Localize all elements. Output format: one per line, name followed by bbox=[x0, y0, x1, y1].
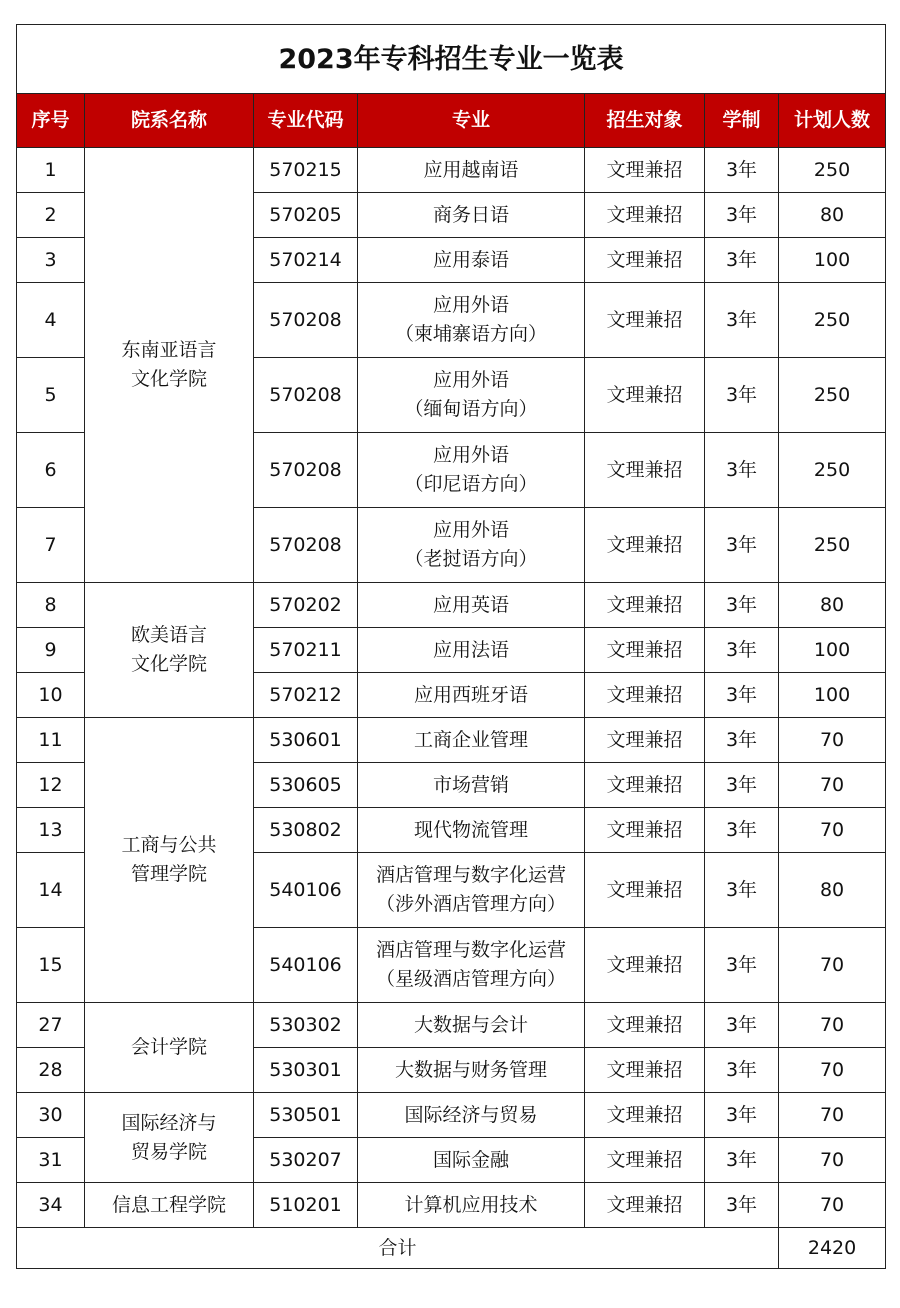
major-name-line: （柬埔寨语方向） bbox=[394, 323, 547, 345]
cell-code: 540106 bbox=[254, 928, 358, 1003]
cell-code: 530601 bbox=[254, 718, 358, 763]
cell-years: 3年 bbox=[705, 763, 779, 808]
major-name-line: 大数据与会计 bbox=[413, 1013, 528, 1036]
cell-department bbox=[85, 1003, 254, 1093]
major-name-line: （星级酒店管理方向） bbox=[375, 968, 566, 990]
cell-major bbox=[358, 628, 585, 673]
cell-code: 510201 bbox=[254, 1183, 358, 1228]
cell-no: 12 bbox=[17, 763, 85, 808]
major-name-line: 工商企业管理 bbox=[413, 728, 528, 751]
cell-years: 3年 bbox=[705, 1183, 779, 1228]
cell-years: 3年 bbox=[705, 1093, 779, 1138]
cell-years: 3年 bbox=[705, 583, 779, 628]
cell-target: 文理兼招 bbox=[585, 583, 705, 628]
cell-major bbox=[358, 1048, 585, 1093]
major-name-line: 现代物流管理 bbox=[413, 818, 528, 841]
major-name-line: 应用法语 bbox=[432, 638, 509, 661]
major-name-line: 酒店管理与数字化运营 bbox=[375, 864, 566, 886]
cell-years: 3年 bbox=[705, 238, 779, 283]
major-name-line: 市场营销 bbox=[432, 773, 509, 796]
cell-no: 9 bbox=[17, 628, 85, 673]
table-row bbox=[17, 1183, 886, 1228]
cell-years: 3年 bbox=[705, 1048, 779, 1093]
cell-department bbox=[85, 1093, 254, 1183]
cell-major bbox=[358, 808, 585, 853]
department-name-line: 东南亚语言 bbox=[121, 339, 217, 361]
cell-no: 13 bbox=[17, 808, 85, 853]
major-name-line: 应用泰语 bbox=[432, 248, 509, 271]
cell-plan: 80 bbox=[779, 583, 886, 628]
major-name-line: 大数据与财务管理 bbox=[394, 1058, 547, 1081]
cell-code: 530302 bbox=[254, 1003, 358, 1048]
cell-plan: 100 bbox=[779, 673, 886, 718]
cell-target: 文理兼招 bbox=[585, 628, 705, 673]
cell-code: 530301 bbox=[254, 1048, 358, 1093]
cell-major bbox=[358, 358, 585, 433]
cell-no: 8 bbox=[17, 583, 85, 628]
cell-no: 7 bbox=[17, 508, 85, 583]
cell-target: 文理兼招 bbox=[585, 1003, 705, 1048]
cell-plan: 70 bbox=[779, 718, 886, 763]
cell-target: 文理兼招 bbox=[585, 928, 705, 1003]
page-title: 2023年专科招生专业一览表 bbox=[17, 25, 886, 94]
cell-plan: 250 bbox=[779, 148, 886, 193]
cell-no: 5 bbox=[17, 358, 85, 433]
cell-department bbox=[85, 718, 254, 1003]
major-name-line: （缅甸语方向） bbox=[404, 398, 538, 420]
department-name-line: 国际经济与 bbox=[121, 1111, 217, 1134]
cell-target: 文理兼招 bbox=[585, 1048, 705, 1093]
major-name-line: 商务日语 bbox=[432, 203, 509, 226]
cell-no: 34 bbox=[17, 1183, 85, 1228]
cell-major bbox=[358, 928, 585, 1003]
cell-target: 文理兼招 bbox=[585, 508, 705, 583]
cell-years: 3年 bbox=[705, 148, 779, 193]
cell-target: 文理兼招 bbox=[585, 718, 705, 763]
cell-major bbox=[358, 148, 585, 193]
department-name-line: 文化学院 bbox=[130, 653, 207, 675]
major-name-line: 国际经济与贸易 bbox=[404, 1103, 538, 1126]
cell-no: 27 bbox=[17, 1003, 85, 1048]
cell-years: 3年 bbox=[705, 508, 779, 583]
cell-no: 28 bbox=[17, 1048, 85, 1093]
cell-major bbox=[358, 508, 585, 583]
department-name-line: 欧美语言 bbox=[130, 624, 207, 646]
cell-plan: 70 bbox=[779, 1183, 886, 1228]
major-name-line: 应用西班牙语 bbox=[413, 683, 528, 706]
cell-years: 3年 bbox=[705, 928, 779, 1003]
cell-code: 570205 bbox=[254, 193, 358, 238]
cell-major bbox=[358, 718, 585, 763]
major-name-line: 应用外语 bbox=[432, 294, 509, 316]
cell-target: 文理兼招 bbox=[585, 433, 705, 508]
cell-years: 3年 bbox=[705, 808, 779, 853]
cell-years: 3年 bbox=[705, 673, 779, 718]
cell-no: 31 bbox=[17, 1138, 85, 1183]
cell-target: 文理兼招 bbox=[585, 283, 705, 358]
cell-years: 3年 bbox=[705, 433, 779, 508]
major-name-line: （印尼语方向） bbox=[404, 473, 538, 495]
cell-years: 3年 bbox=[705, 1003, 779, 1048]
cell-major bbox=[358, 1183, 585, 1228]
header-code: 专业代码 bbox=[254, 94, 358, 148]
department-name-line: 工商与公共 bbox=[121, 834, 217, 856]
cell-code: 570202 bbox=[254, 583, 358, 628]
cell-plan: 70 bbox=[779, 928, 886, 1003]
cell-plan: 100 bbox=[779, 628, 886, 673]
cell-code: 530802 bbox=[254, 808, 358, 853]
cell-years: 3年 bbox=[705, 628, 779, 673]
cell-department bbox=[85, 148, 254, 583]
cell-code: 570215 bbox=[254, 148, 358, 193]
cell-plan: 70 bbox=[779, 1093, 886, 1138]
header-row bbox=[17, 94, 886, 148]
department-name-line: 信息工程学院 bbox=[111, 1193, 226, 1216]
cell-plan: 250 bbox=[779, 433, 886, 508]
cell-target: 文理兼招 bbox=[585, 193, 705, 238]
major-name-line: 应用外语 bbox=[432, 369, 509, 391]
cell-no: 15 bbox=[17, 928, 85, 1003]
cell-target: 文理兼招 bbox=[585, 1093, 705, 1138]
cell-code: 570212 bbox=[254, 673, 358, 718]
cell-major bbox=[358, 283, 585, 358]
major-name-line: 应用外语 bbox=[432, 444, 509, 466]
department-name-line: 会计学院 bbox=[130, 1036, 207, 1058]
cell-plan: 70 bbox=[779, 808, 886, 853]
major-name-line: 酒店管理与数字化运营 bbox=[375, 939, 566, 961]
cell-plan: 80 bbox=[779, 193, 886, 238]
cell-plan: 70 bbox=[779, 1003, 886, 1048]
header-major: 专业 bbox=[358, 94, 585, 148]
header-target: 招生对象 bbox=[585, 94, 705, 148]
cell-plan: 80 bbox=[779, 853, 886, 928]
cell-years: 3年 bbox=[705, 1138, 779, 1183]
cell-code: 570208 bbox=[254, 433, 358, 508]
cell-target: 文理兼招 bbox=[585, 148, 705, 193]
cell-code: 540106 bbox=[254, 853, 358, 928]
cell-years: 3年 bbox=[705, 358, 779, 433]
cell-no: 30 bbox=[17, 1093, 85, 1138]
cell-target: 文理兼招 bbox=[585, 763, 705, 808]
major-name-line: 应用外语 bbox=[432, 519, 509, 541]
header-plan: 计划人数 bbox=[779, 94, 886, 148]
cell-target: 文理兼招 bbox=[585, 1138, 705, 1183]
cell-no: 6 bbox=[17, 433, 85, 508]
cell-major bbox=[358, 583, 585, 628]
cell-no: 1 bbox=[17, 148, 85, 193]
cell-major bbox=[358, 433, 585, 508]
cell-code: 570208 bbox=[254, 508, 358, 583]
table-row bbox=[17, 1093, 886, 1138]
cell-code: 530501 bbox=[254, 1093, 358, 1138]
cell-years: 3年 bbox=[705, 283, 779, 358]
cell-plan: 250 bbox=[779, 508, 886, 583]
cell-department bbox=[85, 1183, 254, 1228]
cell-years: 3年 bbox=[705, 718, 779, 763]
cell-code: 570208 bbox=[254, 283, 358, 358]
major-name-line: 应用英语 bbox=[432, 593, 509, 616]
cell-plan: 70 bbox=[779, 1138, 886, 1183]
cell-code: 530207 bbox=[254, 1138, 358, 1183]
cell-no: 2 bbox=[17, 193, 85, 238]
major-name-line: 国际金融 bbox=[432, 1148, 509, 1171]
cell-no: 3 bbox=[17, 238, 85, 283]
cell-target: 文理兼招 bbox=[585, 673, 705, 718]
table-body bbox=[17, 148, 886, 1228]
cell-target: 文理兼招 bbox=[585, 1183, 705, 1228]
cell-years: 3年 bbox=[705, 853, 779, 928]
header-no: 序号 bbox=[17, 94, 85, 148]
table-row bbox=[17, 148, 886, 193]
enrollment-table bbox=[16, 24, 886, 1269]
cell-years: 3年 bbox=[705, 193, 779, 238]
cell-plan: 250 bbox=[779, 358, 886, 433]
cell-major bbox=[358, 673, 585, 718]
department-name-line: 文化学院 bbox=[130, 368, 207, 390]
cell-department bbox=[85, 583, 254, 718]
cell-no: 4 bbox=[17, 283, 85, 358]
department-name-line: 贸易学院 bbox=[130, 1140, 207, 1163]
major-name-line: 计算机应用技术 bbox=[404, 1193, 538, 1216]
cell-code: 530605 bbox=[254, 763, 358, 808]
cell-target: 文理兼招 bbox=[585, 238, 705, 283]
cell-no: 11 bbox=[17, 718, 85, 763]
cell-major bbox=[358, 1138, 585, 1183]
table-row bbox=[17, 583, 886, 628]
cell-no: 14 bbox=[17, 853, 85, 928]
cell-plan: 100 bbox=[779, 238, 886, 283]
department-name-line: 管理学院 bbox=[130, 863, 207, 885]
header-department: 院系名称 bbox=[85, 94, 254, 148]
cell-plan: 70 bbox=[779, 763, 886, 808]
major-name-line: 应用越南语 bbox=[423, 158, 519, 181]
cell-target: 文理兼招 bbox=[585, 808, 705, 853]
cell-major bbox=[358, 193, 585, 238]
major-name-line: （老挝语方向） bbox=[404, 548, 538, 570]
total-label: 合计 bbox=[17, 1228, 779, 1269]
cell-code: 570211 bbox=[254, 628, 358, 673]
cell-major bbox=[358, 1003, 585, 1048]
table-row bbox=[17, 1003, 886, 1048]
total-value: 2420 bbox=[779, 1228, 886, 1269]
cell-major bbox=[358, 238, 585, 283]
cell-target: 文理兼招 bbox=[585, 358, 705, 433]
cell-code: 570208 bbox=[254, 358, 358, 433]
cell-major bbox=[358, 1093, 585, 1138]
cell-plan: 70 bbox=[779, 1048, 886, 1093]
cell-major bbox=[358, 763, 585, 808]
cell-plan: 250 bbox=[779, 283, 886, 358]
header-years: 学制 bbox=[705, 94, 779, 148]
major-name-line: （涉外酒店管理方向） bbox=[375, 893, 566, 915]
cell-code: 570214 bbox=[254, 238, 358, 283]
cell-no: 10 bbox=[17, 673, 85, 718]
cell-target: 文理兼招 bbox=[585, 853, 705, 928]
total-row bbox=[17, 1228, 886, 1269]
table-row bbox=[17, 718, 886, 763]
cell-major bbox=[358, 853, 585, 928]
